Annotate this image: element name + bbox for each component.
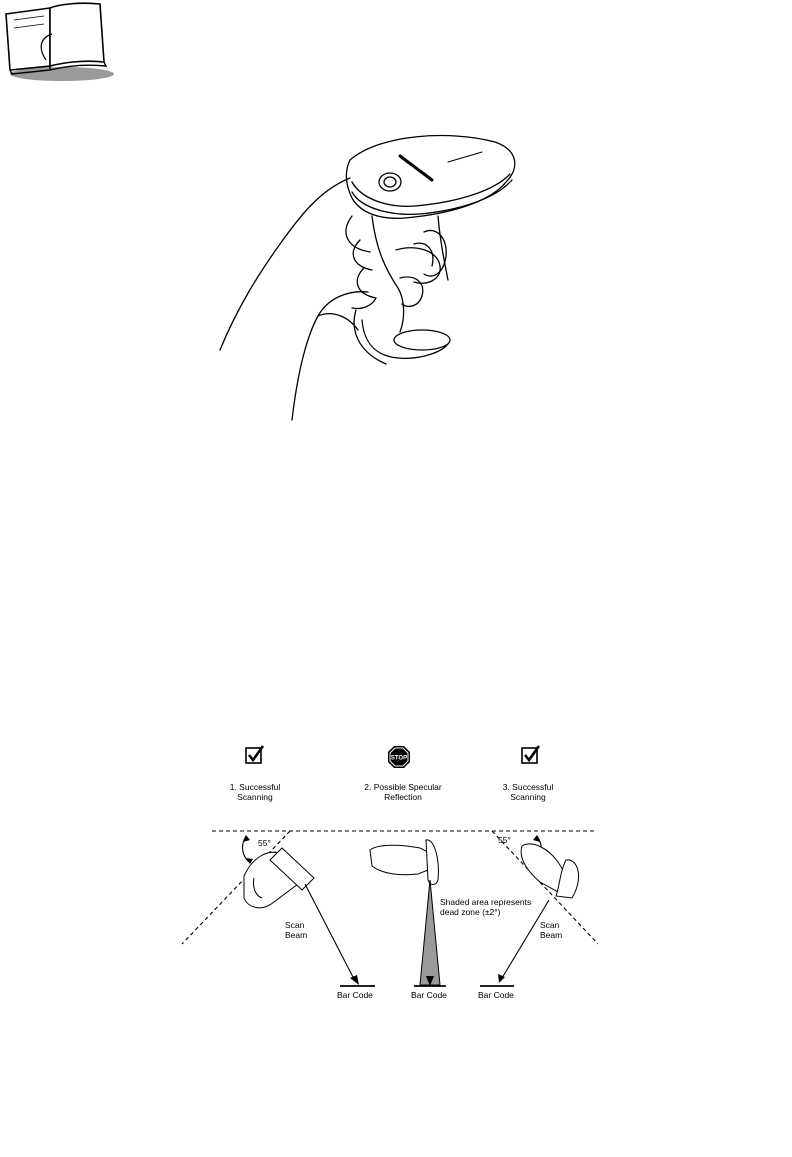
scan-beam-label-left — [285, 920, 307, 940]
scan-beam-left — [305, 884, 355, 981]
step-1-line2: Scanning — [237, 792, 273, 802]
dead-zone-line1: Shaded area represents — [440, 897, 532, 907]
scanner-right-icon — [521, 844, 578, 898]
scan-beam-left-line1: Scan — [285, 920, 305, 930]
scanner-center-icon — [370, 840, 438, 885]
bar-code-label-3: Bar Code — [478, 990, 514, 1000]
step-2-line2: Reflection — [384, 792, 422, 802]
scanner-left-icon — [244, 848, 314, 908]
step-3-line2: Scanning — [510, 792, 546, 802]
stop-sign-text: STOP — [390, 755, 408, 762]
scan-beam-right-line1: Scan — [540, 920, 560, 930]
angle-label-left: 55° — [258, 838, 271, 848]
step-2-line1: 2. Possible Specular — [364, 782, 442, 792]
dead-zone-shade — [420, 880, 440, 985]
bar-code-label-1: Bar Code — [337, 990, 373, 1000]
scan-beam-label-right — [540, 920, 562, 940]
bar-code-label-2: Bar Code — [411, 990, 447, 1000]
scan-beam-left-line2: Beam — [285, 930, 308, 940]
scan-beam-right-line2: Beam — [540, 930, 563, 940]
dead-zone-note — [440, 897, 531, 917]
dead-zone-line2: dead zone (±2°) — [440, 907, 501, 917]
angle-label-right: 55° — [498, 835, 511, 845]
step-1-line1: 1. Successful — [229, 782, 281, 792]
step-3-line1: 3. Successful — [502, 782, 554, 792]
